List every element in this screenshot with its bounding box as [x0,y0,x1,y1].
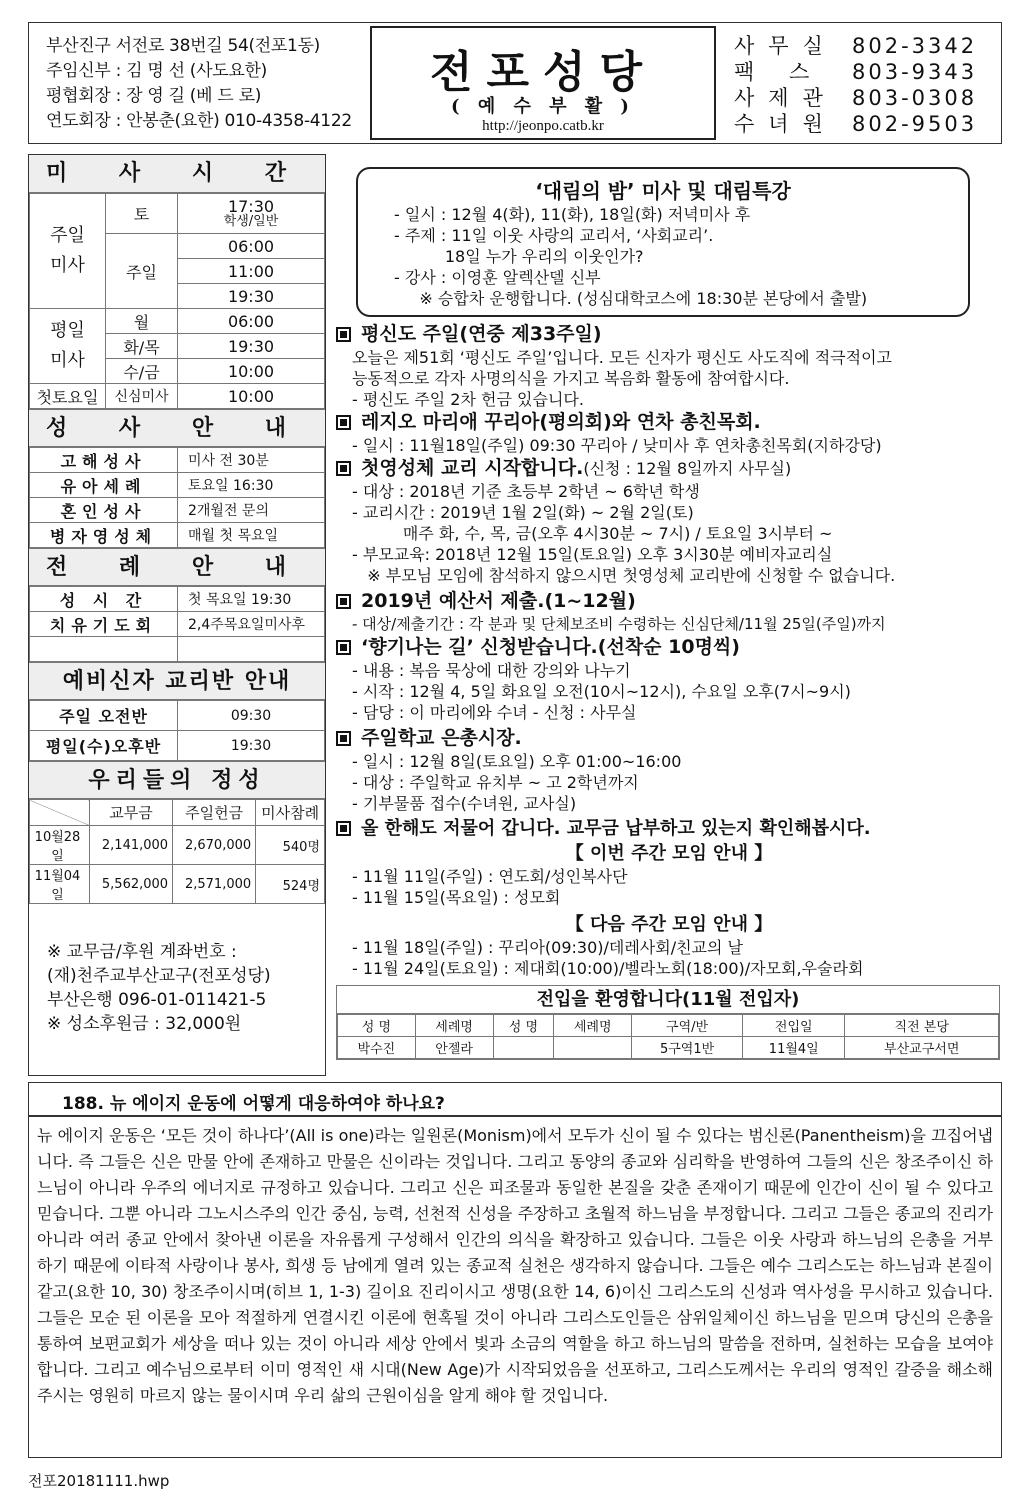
class-time: 09:30 [178,701,325,731]
liturgical-season: ( 예 수 부 활 ) [451,96,635,117]
sunday-mass-label: 주일 미사 [30,194,106,309]
table-row: 박수진 안젤라 5구역1반 11월4일 부산교구서면 [338,1037,999,1059]
account-info [29,940,325,1036]
offering-heading: 우리들의 정성 [29,761,325,799]
parish-info [46,34,352,134]
news-line: - 내용 : 복음 묵상에 대한 강의와 나누기 [352,661,631,680]
advent-line: - 일시 : 12월 4(화), 11(화), 18일(화) 저녁미사 후 [394,205,751,224]
table-row: 11월04일 5,562,000 2,571,000 524명 [30,865,325,904]
empty-cell [30,637,178,662]
news-line: - 일시 : 12월 8일(토요일) 오후 01:00~16:00 [352,752,682,771]
bullet-icon [336,731,351,746]
col-header: 구역/반 [632,1015,743,1037]
col-header: 교무금 [90,800,173,826]
class-name: 주일 오전반 [30,701,178,731]
news-item-title: 평신도 주일(연중 제33주일) [336,322,1002,347]
liturgy-name: 성 시 간 [30,587,178,612]
weekday-time-1: 06:00 [178,309,325,334]
news-line: 오늘은 제51회 ‘평신도 주일’입니다. 모든 신자가 평신도 사도직에 적극적이고 [352,348,892,367]
account-line: ※ 성소후원금 : 32,000원 [47,1014,242,1034]
phone-rectory: 사제관 803-0308 [734,86,978,110]
website-link[interactable]: http://jeonpo.catb.kr [482,118,604,134]
col-header: 미사참례 [256,800,325,826]
sacrament-name: 고해성사 [30,448,178,473]
meeting-line: - 11월 11일(주일) : 연도회/성인복사단 [352,867,628,886]
sacraments-heading: 성 사 안 내 [29,409,325,447]
phone-list [734,33,977,137]
liturgy-time: 첫 목요일 19:30 [178,587,325,612]
sacrament-name: 혼인성사 [30,498,178,523]
news-item-title: 올 한해도 저물어 갑니다. 교무금 납부하고 있는지 확인해봅시다. [336,816,1002,841]
weekday-day-3: 수/금 [106,359,178,384]
sun-time-1: 06:00 [178,234,325,259]
bullet-icon [336,461,351,476]
class-name: 평일(수)오후반 [30,731,178,761]
page-title: 전포성당 [429,47,656,98]
advent-box [356,167,970,317]
liturgy-heading: 전 례 안 내 [29,548,325,586]
advent-line: - 주제 : 11일 이웃 사랑의 교리서, ‘사회교리’. [394,226,714,245]
catechumen-table [29,700,325,761]
news-line: - 기부물품 접수(수녀원, 교사실) [352,794,577,813]
col-header: 성 명 [338,1015,416,1037]
advent-line: ※ 승합차 운행합니다. (성심대학코스에 18:30분 본당에서 출발) [394,289,868,308]
phone-office: 사무실 802-3342 [734,34,978,58]
newcomers-table [336,985,1000,1060]
class-time: 19:30 [178,731,325,761]
sacrament-time: 2개월전 문의 [178,498,325,523]
col-header: 세례명 [554,1015,632,1037]
newcomers-title: 전입을 환영합니다(11월 전입자) [337,986,999,1014]
council-president: 평협회장 : 장 영 길 (베 드 로) [46,86,262,106]
news-line: ※ 부모님 모임에 참석하지 않으시면 첫영성체 교리반에 신청할 수 없습니다. [352,566,896,585]
bullet-icon [336,594,351,609]
meeting-line: - 11월 24일(토요일) : 제대회(10:00)/벨라노회(18:00)/자모회,우술라회 [352,959,864,978]
sat-label: 토 [106,194,178,234]
address: 부산진구 서전로 38번길 54(전포1동) [46,36,321,56]
news-line: - 대상 : 2018년 기준 초등부 2학년 ~ 6학년 학생 [352,482,700,501]
news-line: 매주 화, 수, 목, 금(오후 4시30분 ~ 7시) / 토요일 3시부터 ~ [352,524,833,543]
left-column [28,154,326,1076]
liturgy-time: 2,4주목요일미사후 [178,612,325,637]
mass-heading: 미 사 시 간 [29,155,325,193]
bullet-icon [336,415,351,430]
question-body: 뉴 에이지 운동은 ‘모든 것이 하나다’(All is one)라는 일원론(Monism)에서 모두가 신이 될 수 있다는 범신론(Panentheism)을 끄집어냅니다. 즉 그들은 신은 만물 안에 존재하고 만물은 신이라는 것입니다. 그리고 동양의 종교와 심리학을 반영하여 그들의 신은 창조주이신 하느님이 아니라 우주의 에너지로 규정하고 있습니다. 그리고 신은 피조물과 동일한 본질을 갖춘 존재이기 때문에 인간이 신이 될 수 있다고 믿습니다. 그뿐 아니라 그노시스주의 인간 중심, 능력, 선천적 신성을 주장하고 초월적 하느님을 부정합니다. 그리고 그들은 종교의 진리가 아니라 여러 종교 안에서 찾아낸 이론을 자유롭게 구성해서 인간의 의식을 확장하고 있습니다. 그들은 이웃 사랑과 하느님의 은총을 거부하기 때문에 이타적 사랑이나 봉사, 희생 등 남에게 열려 있는 종교적 실천은 생각하지 않습니다. 그들은 예수 그리스도는 하느님과 본질이 같고(요한 10, 30) 창조주이시며(히브 1, 1-3) 길이요 진리이시고 생명(요한 14, 6)이신 그리스도의 신성과 역사성을 무시하고 있습니다. 그들은 모순 된 이론을 모아 적절하게 연결시킨 이론에 현혹될 것이 아니라 그리스도인들은 삼위일체이신 하느님을 믿으며 당신의 은총을 통하여 보편교회가 세상을 떠나 있는 것이 아니라 세상 안에서 빛과 소금의 역할을 하고 하느님의 말씀을 전하며, 실천하는 모습을 보여야 합니다. 그리고 예수님으로부터 이미 영적인 새 시대(New Age)가 시작되었음을 선포하고, 그리스도께서는 우리의 영적인 갈증을 해소해주시는 영원히 마르지 않는 물이시며 우리 삶의 근원이심을 알게 해야 할 것입니다. [28,1116,1002,1458]
first-sat-label: 첫토요일 [30,384,106,409]
news-line: - 대상/제출기간 : 각 분과 및 단체보조비 수령하는 신심단체/11월 25일(주일)까지 [352,615,886,633]
sacrament-time: 미사 전 30분 [178,448,325,473]
weekday-time-3: 10:00 [178,359,325,384]
news-item-title: 레지오 마리애 꾸리아(평의회)와 연차 총친목회. [336,410,1002,435]
meeting-line: - 11월 15일(목요일) : 성모회 [352,888,561,907]
account-line: 부산은행 096-01-011421-5 [47,990,267,1010]
sacrament-name: 병자영성체 [30,523,178,548]
sacrament-time: 토요일 16:30 [178,473,325,498]
col-header: 전입일 [743,1015,845,1037]
question-title: 188. 뉴 에이지 운동에 어떻게 대응하여야 하나요? [62,1094,445,1114]
offering-table [29,799,325,904]
catechumen-heading: 예비신자 교리반 안내 [29,662,325,700]
news-line: 능동적으로 각자 사명의식을 가지고 복음화 활동에 참여합시다. [352,369,790,388]
news-line: - 일시 : 11월18일(주일) 09:30 꾸리아 / 낮미사 후 연차총친목회(지하강당) [352,436,882,455]
sun-time-2: 11:00 [178,259,325,284]
bullet-icon [336,327,351,342]
news-item-title: 주일학교 은총시장. [336,726,1002,751]
bullet-icon [336,821,351,836]
this-week-meetings-title: 【 이번 주간 모임 안내 】 [565,843,773,864]
corner-cell [30,800,90,826]
sacraments-table [29,447,325,548]
news-item-title: 2019년 예산서 제출.(1~12월) [336,589,1002,614]
col-header: 성 명 [493,1015,554,1037]
sacrament-time: 매월 첫 목요일 [178,523,325,548]
meeting-line: - 11월 18일(주일) : 꾸리아(09:30)/데레사회/친교의 날 [352,938,744,957]
bullet-icon [336,640,351,655]
mass-schedule [29,193,325,409]
weekday-day-2: 화/목 [106,334,178,359]
file-name: 전포20181111.hwp [28,1472,170,1490]
news-item-title: ‘향기나는 길’ 신청받습니다.(선착순 10명씩) [336,635,1002,660]
advent-line: - 강사 : 이영훈 알렉산델 신부 [394,268,601,287]
col-header: 주일헌금 [173,800,256,826]
account-line: (재)천주교부산교구(전포성당) [47,966,271,986]
news-column [336,322,1002,1060]
liturgy-table [29,586,325,662]
weekday-day-1: 월 [106,309,178,334]
first-sat-time: 10:00 [178,384,325,409]
phone-fax: 팩 스 803-9343 [734,60,978,84]
news-line: - 평신도 주일 2차 헌금 있습니다. [352,390,584,409]
advent-line: 18일 누가 우리의 이웃인가? [394,247,644,266]
news-line: - 담당 : 이 마리에와 수녀 - 신청 : 사무실 [352,703,637,722]
weekday-mass-label: 평일 미사 [30,309,106,384]
table-row: 10월28일 2,141,000 2,670,000 540명 [30,826,325,865]
col-header: 세례명 [415,1015,493,1037]
col-header: 직전 본당 [845,1015,999,1037]
sacrament-name: 유아세례 [30,473,178,498]
news-line: - 교리시간 : 2019년 1월 2일(화) ~ 2월 2일(토) [352,503,694,522]
news-line: - 부모교육: 2018년 12월 15일(토요일) 오후 3시30분 예비자교리실 [352,545,833,564]
news-line: - 시작 : 12월 4, 5일 화요일 오전(10시~12시), 수요일 오후(7시~9시) [352,682,851,701]
liturgy-name: 치유기도회 [30,612,178,637]
advent-title: ‘대림의 밤’ 미사 및 대림특강 [535,179,791,203]
yeondo-president: 연도회장 : 안봉춘(요한) 010-4358-4122 [46,111,352,131]
pastor: 주임신부 : 김 명 선 (사도요한) [46,61,267,81]
sat-time-cell: 17:30 학생/일반 [178,194,325,234]
phone-convent: 수녀원 802-9503 [734,112,978,136]
next-week-meetings-title: 【 다음 주간 모임 안내 】 [565,914,773,935]
empty-cell [178,637,325,662]
sun-label: 주일 [106,234,178,309]
weekday-time-2: 19:30 [178,334,325,359]
first-sat-type: 신심미사 [106,384,178,409]
sun-time-3: 19:30 [178,284,325,309]
news-line: - 대상 : 주일학교 유치부 ~ 고 2학년까지 [352,773,639,792]
account-line: ※ 교무금/후원 계좌번호 : [47,942,237,962]
news-item-title: 첫영성체 교리 시작합니다. (신청 : 12월 8일까지 사무실) [336,456,1002,481]
